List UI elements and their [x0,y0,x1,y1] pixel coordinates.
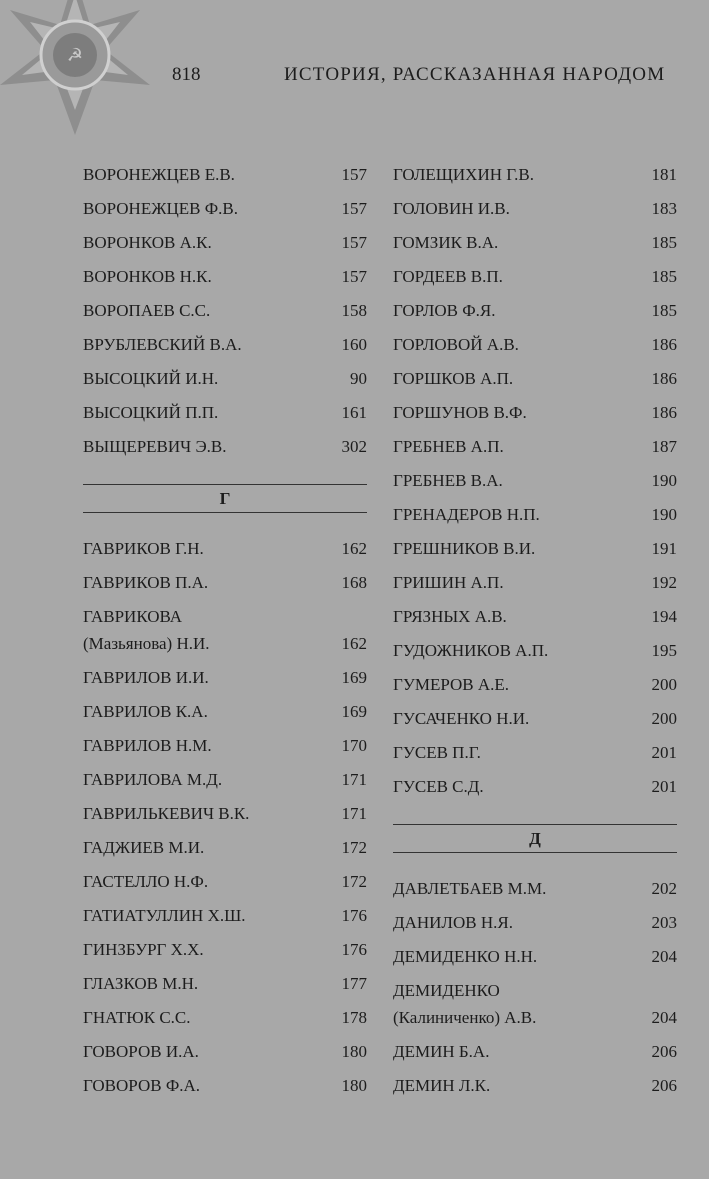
entry-page-number: 157 [341,199,367,218]
index-entry [83,331,367,358]
index-entry [83,1038,367,1065]
entry-page-number: 204 [651,947,677,966]
index-entry [83,868,367,895]
entry-page-number: 185 [651,301,677,320]
index-entry [83,195,367,222]
index-entry [83,399,367,426]
entry-name: ГОРШКОВ А.П. [393,369,514,388]
index-entry [393,399,677,426]
entry-name: ГОРЛОВОЙ А.В. [393,335,519,354]
index-entry [393,263,677,290]
index-entry [83,535,367,562]
entry-page-number: 180 [341,1042,367,1061]
entry-page-number: 157 [341,267,367,286]
entry-name: ВЫСОЦКИЙ П.П. [83,403,219,422]
entry-name: ДЕМИДЕНКО (Калиниченко) А.В. [393,981,537,1027]
entry-name: ГРЕБНЕВ А.П. [393,437,504,456]
entry-page-number: 162 [341,634,367,653]
entry-name: ГРЕШНИКОВ В.И. [393,539,536,558]
entry-page-number: 185 [651,267,677,286]
entry-name: ГОРДЕЕВ В.П. [393,267,503,286]
index-entry [83,698,367,725]
entry-page-number: 302 [341,437,367,456]
index-entry [393,331,677,358]
entry-page-number: 200 [651,675,677,694]
entry-page-number: 176 [341,906,367,925]
index-entry [393,705,677,732]
entry-name: ГАТИАТУЛЛИН Х.Ш. [83,906,246,925]
entry-name: ГАВРИКОВ П.А. [83,573,209,592]
entry-name: ГРЕБНЕВ В.А. [393,471,503,490]
entry-name: ГИНЗБУРГ Х.Х. [83,940,204,959]
running-title: ИСТОРИЯ, РАССКАЗАННАЯ НАРОДОМ [284,64,666,85]
index-entry [393,977,677,1031]
entry-name: ВЫЩЕРЕВИЧ Э.В. [83,437,227,456]
index-entry [393,909,677,936]
index-entry [83,229,367,256]
entry-page-number: 194 [651,607,677,626]
entry-name: ВОРОНКОВ А.К. [83,233,212,252]
index-entry [393,875,677,902]
entry-name: ГОРШУНОВ В.Ф. [393,403,527,422]
index-entry [393,365,677,392]
entry-page-number: 157 [341,233,367,252]
entry-page-number: 203 [651,913,677,932]
index-entry [393,1072,677,1099]
entry-name: ГОЛОВИН И.В. [393,199,510,218]
svg-text:☭: ☭ [66,45,84,65]
section-letter-heading: Г [83,484,367,513]
entry-name: ГОВОРОВ Ф.А. [83,1076,201,1095]
entry-page-number: 157 [341,165,367,184]
entry-page-number: 186 [651,403,677,422]
entry-page-number: 177 [341,974,367,993]
entry-name: ГРЯЗНЫХ А.В. [393,607,507,626]
entry-name: ВОРОПАЕВ С.С. [83,301,211,320]
index-entry [393,569,677,596]
index-entry [83,970,367,997]
entry-name: ВОРОНЕЖЦЕВ Е.В. [83,165,235,184]
entry-name: ГАВРИЛЬКЕВИЧ В.К. [83,804,250,823]
entry-page-number: 172 [341,838,367,857]
entry-page-number: 200 [651,709,677,728]
entry-page-number: 195 [651,641,677,660]
entry-name: ДЕМИДЕНКО Н.Н. [393,947,538,966]
entry-name: ДАНИЛОВ Н.Я. [393,913,513,932]
entry-page-number: 168 [341,573,367,592]
entry-name: ДАВЛЕТБАЕВ М.М. [393,879,547,898]
index-entry [393,739,677,766]
index-entry [83,834,367,861]
index-entry [83,800,367,827]
index-entry [393,1038,677,1065]
entry-name: ДЕМИН Б.А. [393,1042,490,1061]
entry-name: ГАВРИКОВА (Мазьянова) Н.И. [83,607,210,653]
entry-page-number: 170 [341,736,367,755]
entry-page-number: 186 [651,369,677,388]
entry-page-number: 201 [651,777,677,796]
entry-name: ГУСЕВ С.Д. [393,777,484,796]
entry-name: ВОРОНКОВ Н.К. [83,267,212,286]
section-letter-heading: Д [393,824,677,853]
index-entry [83,161,367,188]
entry-page-number: 178 [341,1008,367,1027]
entry-name: ГАВРИЛОВ И.И. [83,668,209,687]
entry-page-number: 186 [651,335,677,354]
entry-page-number: 90 [350,369,367,388]
entry-name: ГАВРИЛОВ К.А. [83,702,208,721]
index-entry [83,1072,367,1099]
entry-page-number: 181 [651,165,677,184]
entry-name: ГНАТЮК С.С. [83,1008,191,1027]
index-entry [83,263,367,290]
index-entry [393,433,677,460]
index-entry [393,773,677,800]
entry-page-number: 160 [341,335,367,354]
index-entry [83,1004,367,1031]
entry-name: ГУМЕРОВ А.Е. [393,675,510,694]
index-entry [83,603,367,657]
entry-page-number: 161 [341,403,367,422]
entry-name: ГОМЗИК В.А. [393,233,499,252]
entry-name: ВРУБЛЕВСКИЙ В.А. [83,335,242,354]
entry-name: ГОРЛОВ Ф.Я. [393,301,496,320]
index-entry [393,161,677,188]
entry-name: ГУДОЖНИКОВ А.П. [393,641,549,660]
index-entry [393,671,677,698]
index-entry [393,195,677,222]
entry-name: ГАВРИЛОВА М.Д. [83,770,223,789]
entry-name: ГАВРИКОВ Г.Н. [83,539,204,558]
entry-name: ГАВРИЛОВ Н.М. [83,736,212,755]
index-entry [393,467,677,494]
entry-name: ВЫСОЦКИЙ И.Н. [83,369,219,388]
entry-page-number: 204 [651,1008,677,1027]
index-entry [83,297,367,324]
index-entry [393,501,677,528]
index-entry [393,943,677,970]
index-column-right [393,161,677,1106]
entry-name: ГОВОРОВ И.А. [83,1042,199,1061]
index-entry [393,603,677,630]
entry-page-number: 171 [341,804,367,823]
entry-name: ГУСАЧЕНКО Н.И. [393,709,530,728]
entry-name: ДЕМИН Л.К. [393,1076,491,1095]
entry-page-number: 206 [651,1076,677,1095]
entry-page-number: 176 [341,940,367,959]
entry-name: ГОЛЕЩИХИН Г.В. [393,165,535,184]
index-entry [393,229,677,256]
index-entry [83,936,367,963]
entry-page-number: 201 [651,743,677,762]
entry-name: ГЛАЗКОВ М.Н. [83,974,199,993]
entry-page-number: 206 [651,1042,677,1061]
index-entry [83,766,367,793]
entry-page-number: 169 [341,702,367,721]
entry-page-number: 169 [341,668,367,687]
entry-name: ГАСТЕЛЛО Н.Ф. [83,872,209,891]
index-entry [83,902,367,929]
entry-page-number: 162 [341,539,367,558]
entry-page-number: 191 [651,539,677,558]
entry-page-number: 185 [651,233,677,252]
page-number: 818 [172,64,201,85]
index-entry [393,297,677,324]
index-entry [83,664,367,691]
index-entry [83,569,367,596]
entry-name: ВОРОНЕЖЦЕВ Ф.В. [83,199,238,218]
index-entry [83,433,367,460]
entry-page-number: 190 [651,471,677,490]
entry-page-number: 183 [651,199,677,218]
entry-page-number: 187 [651,437,677,456]
entry-page-number: 190 [651,505,677,524]
index-entry [393,637,677,664]
entry-name: ГАДЖИЕВ М.И. [83,838,205,857]
index-entry [83,365,367,392]
entry-page-number: 172 [341,872,367,891]
index-entry [393,535,677,562]
entry-page-number: 171 [341,770,367,789]
entry-page-number: 192 [651,573,677,592]
entry-page-number: 158 [341,301,367,320]
entry-page-number: 180 [341,1076,367,1095]
entry-name: ГРЕНАДЕРОВ Н.П. [393,505,540,524]
entry-page-number: 202 [651,879,677,898]
order-of-patriotic-war-emblem [0,0,160,140]
entry-name: ГУСЕВ П.Г. [393,743,481,762]
index-entry [83,732,367,759]
entry-name: ГРИШИН А.П. [393,573,504,592]
index-column-left [83,161,367,1106]
